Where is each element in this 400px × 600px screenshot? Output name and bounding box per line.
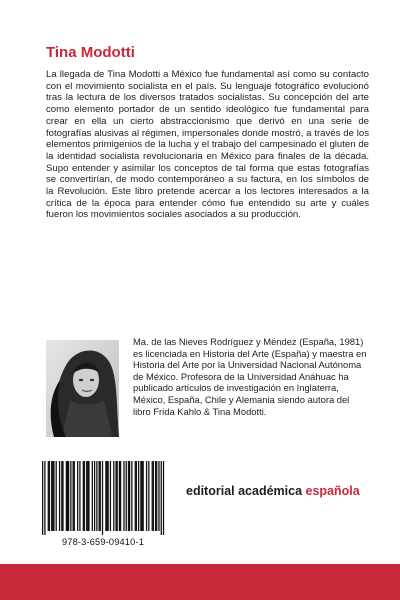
barcode-bar [62, 461, 63, 531]
barcode-bar [129, 461, 130, 531]
barcode-bar [156, 461, 157, 531]
book-title: Tina Modotti [46, 44, 135, 61]
barcode-bar [158, 461, 159, 531]
barcode-bar [120, 461, 121, 531]
barcode-bar [141, 461, 142, 531]
barcode-bar [102, 461, 103, 535]
barcode-bar [126, 461, 127, 531]
barcode-bar [138, 461, 139, 531]
author-bio: Ma. de las Nieves Rodríguez y Méndez (España, 1981) es licenciada en Historia del Arte (España) y maestra en Historia del Arte por la Universidad Nacional Autónoma de México. Profesora de la Universidad Anáhuac ha publicado artículos de investigación en Inglaterra, México, España, Chile y Alemania siendo autora del libro Frida Kahlo & Tina Modotti. [133, 336, 367, 417]
barcode-bar [155, 461, 156, 531]
barcode-bar [77, 461, 78, 531]
barcode-bar [94, 461, 95, 531]
barcode-bar [98, 461, 99, 531]
barcode-bar [88, 461, 89, 531]
publisher-name-accent: española [305, 484, 360, 498]
barcode-bar [128, 461, 129, 531]
barcode-bar [117, 461, 118, 531]
author-portrait-image [46, 340, 119, 437]
barcode-bar [53, 461, 54, 531]
barcode-bar [51, 461, 52, 531]
barcode-bar [79, 461, 80, 531]
barcode-bar [113, 461, 114, 531]
book-blurb: La llegada de Tina Modotti a México fue fundamental así como su contacto con el movimiento socialista en el país. Su lenguaje fotográfico evolucionó tras la lectura de los diversos tratados socialistas. Su concepción del arte como elemento portador de un sentido ideológico fue fundamental para crear en ella un cierto abstraccionismo que derivó en una serie de fotografías alusivas al régimen, impersonales donde mostró, a través de los elementos primigenios de la lucha y el trabajo del campesinado el gluten de la identidad socialista revolucionaria en México para finales de la década. Supo entender y asimilar los conceptos de tal forma que estas fotografías se convertirían, de modo contemporáneo a su factura, en los símbolos de la Revolución. Este libro pretende acercar a los lectores interesados a la crítica de la época para entender cómo fue entendido su arte y cuáles fueron los movimientos sociales asociados a su producción. [46, 69, 369, 221]
barcode-bar [106, 461, 107, 531]
author-photo [46, 340, 119, 437]
barcode-bar [115, 461, 116, 531]
barcode-bar [146, 461, 147, 531]
barcode-bar [87, 461, 88, 531]
barcode-bar [92, 461, 93, 531]
barcode-bar [131, 461, 132, 531]
barcode-bar [143, 461, 144, 531]
barcode-bar [108, 461, 109, 531]
barcode-bar [61, 461, 62, 531]
barcode-bar [110, 461, 111, 531]
barcode-bar [66, 461, 67, 531]
bottom-color-band [0, 564, 400, 600]
barcode-bar [153, 461, 154, 531]
barcode-bar [161, 461, 162, 535]
barcode-bar [123, 461, 124, 531]
barcode-bar [96, 461, 97, 531]
barcode-bar [73, 461, 74, 531]
barcode-bar [59, 461, 60, 531]
barcode-bar [83, 461, 84, 531]
barcode-bar [68, 461, 69, 531]
barcode-bar [105, 461, 106, 531]
barcode-bar [86, 461, 87, 531]
barcode-bar [100, 461, 101, 531]
barcode-bar [52, 461, 53, 531]
barcode-bar [42, 461, 43, 535]
barcode-bar [84, 461, 85, 531]
barcode-bar [56, 461, 57, 531]
barcode-bar [49, 461, 50, 531]
barcode-bar [48, 461, 49, 531]
barcode-bar [136, 461, 137, 531]
isbn-number: 978-3-659-09410-1 [61, 537, 145, 547]
barcode-bar [67, 461, 68, 531]
barcode-bar [152, 461, 153, 531]
isbn-barcode [40, 457, 166, 555]
barcode-bar [74, 461, 75, 531]
barcode-bar [44, 461, 45, 535]
barcode-bar [140, 461, 141, 531]
barcode-bar [148, 461, 149, 531]
barcode-bars [40, 457, 166, 537]
publisher-logo [186, 484, 360, 498]
barcode-bar [119, 461, 120, 531]
barcode-bar [135, 461, 136, 531]
publisher-name: editorial académica [186, 484, 306, 498]
barcode-bar [70, 461, 71, 531]
barcode-bar [163, 461, 164, 535]
